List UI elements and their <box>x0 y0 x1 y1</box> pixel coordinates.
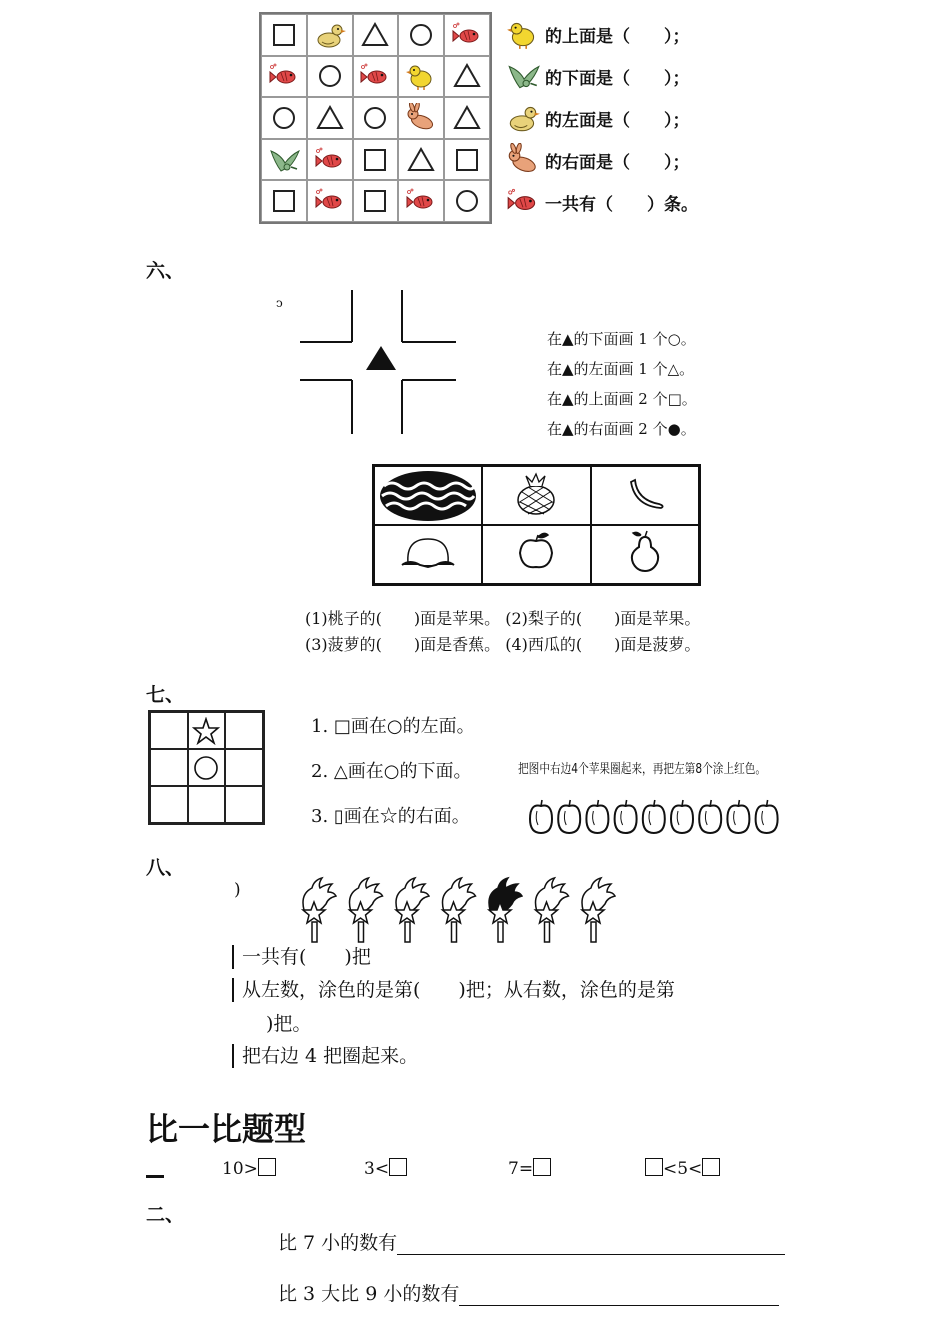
grid-question-text: 的上面是（ ）； <box>545 26 690 47</box>
answer-box[interactable] <box>702 1158 720 1176</box>
pear-icon <box>595 527 695 583</box>
apple-icon[interactable] <box>643 800 665 833</box>
torch-row <box>292 876 624 946</box>
grid-cell <box>353 14 399 56</box>
grid-cell <box>307 180 353 222</box>
grid-cell <box>398 14 444 56</box>
torch-icon[interactable] <box>489 878 522 942</box>
s8-line4: 把右边 4 把圈起来。 <box>232 1044 418 1068</box>
grid-question-text: 的左面是（ ）； <box>545 110 690 131</box>
answer-blank[interactable] <box>397 1254 785 1255</box>
square-icon <box>450 145 484 175</box>
torch-icon[interactable] <box>443 878 476 942</box>
fruit-question-row2: (3)菠萝的( )面是香蕉。 (4)西瓜的( )面是菠萝。 <box>305 635 701 654</box>
compare-item-3: 7= <box>508 1158 551 1179</box>
apple-icon[interactable] <box>558 800 580 833</box>
paren-mark: ) <box>234 880 241 900</box>
grid-question-text: 的下面是（ ）； <box>545 68 690 89</box>
grid-cell <box>261 180 307 222</box>
section7-item: 1. □画在○的左面。 <box>311 716 475 737</box>
bird-icon <box>267 145 301 175</box>
crossroad-diagram <box>298 288 460 436</box>
square-icon <box>358 186 392 216</box>
grid-cell <box>444 14 490 56</box>
rabbit-icon <box>404 103 438 133</box>
triangle-icon <box>313 103 347 133</box>
grid-cell <box>353 97 399 139</box>
grid-cell <box>307 97 353 139</box>
section-heading-6: 六、 <box>146 260 185 282</box>
grid-question <box>505 142 690 178</box>
compare-line-2: 比 3 大比 9 小的数有 <box>278 1279 779 1306</box>
triangle-icon <box>450 61 484 91</box>
grid-cell <box>353 180 399 222</box>
grid-cell <box>398 139 444 181</box>
compare-title: 比一比题型 <box>146 1110 307 1148</box>
torch-icon[interactable] <box>396 878 429 942</box>
grid-question <box>505 16 690 52</box>
compare-item-2: 3< <box>364 1158 407 1179</box>
circle-icon <box>358 103 392 133</box>
fruit-cell <box>591 525 699 584</box>
compare-item-1: 10> <box>222 1158 276 1179</box>
fruit-cell <box>374 525 482 584</box>
fruit-cell <box>591 466 699 525</box>
square-icon <box>267 20 301 50</box>
chick-icon <box>404 61 438 91</box>
apple-icon[interactable] <box>727 800 749 833</box>
circle-icon <box>267 103 301 133</box>
fish-icon <box>313 186 347 216</box>
s8-line2: 从左数，涂色的是第( )把；从右数，涂色的是第 <box>232 978 675 1002</box>
compare-q1-number <box>146 1158 166 1180</box>
fish-icon <box>313 145 347 175</box>
answer-box[interactable] <box>533 1158 551 1176</box>
grid-cell <box>444 97 490 139</box>
position-grid <box>259 12 492 224</box>
grid-cell <box>307 56 353 98</box>
answer-blank[interactable] <box>459 1305 779 1306</box>
grid-cell[interactable] <box>225 712 263 749</box>
duck-icon <box>505 101 541 135</box>
s8-line3: )把。 <box>266 1013 312 1035</box>
fish-icon <box>404 186 438 216</box>
circle-icon <box>404 20 438 50</box>
grid-cell <box>261 97 307 139</box>
grid-cell <box>307 14 353 56</box>
answer-box[interactable] <box>645 1158 663 1176</box>
grid-cell <box>398 97 444 139</box>
compare-line-1: 比 7 小的数有 <box>278 1228 785 1255</box>
shape-grid-3x3 <box>148 710 265 825</box>
grid-question-text: 的右面是（ ）； <box>545 152 690 173</box>
instruction-line: 在▲的左面画 1 个△。 <box>547 360 695 378</box>
section-heading-7: 七、 <box>146 684 185 706</box>
fish-icon <box>450 20 484 50</box>
torch-icon[interactable] <box>536 878 569 942</box>
grid-cell[interactable] <box>150 712 188 749</box>
instruction-line: 在▲的上面画 2 个□。 <box>547 390 697 408</box>
apple-row <box>527 797 782 837</box>
section7-item: 3. ▯画在☆的右面。 <box>311 806 470 827</box>
grid-cell <box>261 56 307 98</box>
triangle-icon <box>358 20 392 50</box>
compare-q2-number: 二、 <box>146 1204 185 1226</box>
torch-icon[interactable] <box>582 878 615 942</box>
apple-icon[interactable] <box>615 800 637 833</box>
circle-icon <box>192 754 220 782</box>
grid-cell <box>261 139 307 181</box>
torch-icon[interactable] <box>350 878 383 942</box>
answer-box[interactable] <box>258 1158 276 1176</box>
grid-cell[interactable] <box>188 786 226 823</box>
grid-cell[interactable] <box>150 749 188 786</box>
answer-box[interactable] <box>389 1158 407 1176</box>
peach-icon <box>378 527 478 583</box>
apple-icon[interactable] <box>671 800 693 833</box>
section-heading-8: 八、 <box>146 857 185 879</box>
fish-icon <box>505 185 541 219</box>
fruit-grid <box>372 464 701 586</box>
apple-icon[interactable] <box>756 800 778 833</box>
apple-icon[interactable] <box>530 800 552 833</box>
grid-cell[interactable] <box>188 749 226 786</box>
chick-icon <box>505 17 541 51</box>
star-icon <box>192 717 220 745</box>
black-triangle-icon <box>366 346 396 370</box>
grid-question-text: 一共有（ ）条。 <box>545 194 698 215</box>
fruit-cell <box>482 525 590 584</box>
grid-cell[interactable] <box>150 786 188 823</box>
banana-icon <box>595 468 695 524</box>
grid-cell <box>398 180 444 222</box>
grid-cell[interactable] <box>188 712 226 749</box>
grid-cell <box>444 56 490 98</box>
grid-cell <box>398 56 444 98</box>
compare-item-4: <5< <box>645 1158 720 1179</box>
rabbit-icon <box>505 143 541 177</box>
grid-cell <box>353 139 399 181</box>
grid-question <box>505 100 690 136</box>
grid-cell[interactable] <box>225 786 263 823</box>
grid-cell[interactable] <box>225 749 263 786</box>
fruit-cell <box>374 466 482 525</box>
section7-item: 2. △画在○的下面。 <box>311 761 472 782</box>
circle-icon <box>313 61 347 91</box>
grid-cell <box>307 139 353 181</box>
s8-line1: 一共有( )把 <box>232 945 371 969</box>
apple-icon[interactable] <box>586 800 608 833</box>
grid-question <box>505 58 690 94</box>
circle-icon <box>450 186 484 216</box>
square-icon <box>358 145 392 175</box>
square-icon <box>267 186 301 216</box>
bird-icon <box>505 59 541 93</box>
triangle-icon <box>404 145 438 175</box>
apple-icon <box>486 527 586 583</box>
apple-instruction: 把图中右边4个苹果圈起来，再把左第8个涂上红色。 <box>518 762 767 777</box>
grid-cell <box>353 56 399 98</box>
stray-mark: ↄ <box>276 296 283 310</box>
watermelon-icon <box>378 468 478 524</box>
instruction-line: 在▲的下面画 1 个○。 <box>547 330 696 348</box>
pineapple-icon <box>486 468 586 524</box>
fruit-cell <box>482 466 590 525</box>
grid-question <box>505 184 698 220</box>
torch-icon[interactable] <box>303 878 336 942</box>
fish-icon <box>358 61 392 91</box>
triangle-icon <box>450 103 484 133</box>
grid-cell <box>444 139 490 181</box>
instruction-line: 在▲的右面画 2 个●。 <box>547 420 696 438</box>
duck-icon <box>313 20 347 50</box>
fish-icon <box>267 61 301 91</box>
grid-cell <box>444 180 490 222</box>
grid-cell <box>261 14 307 56</box>
fruit-question-row1: (1)桃子的( )面是苹果。 (2)梨子的( )面是苹果。 <box>305 609 701 628</box>
apple-icon[interactable] <box>699 800 721 833</box>
